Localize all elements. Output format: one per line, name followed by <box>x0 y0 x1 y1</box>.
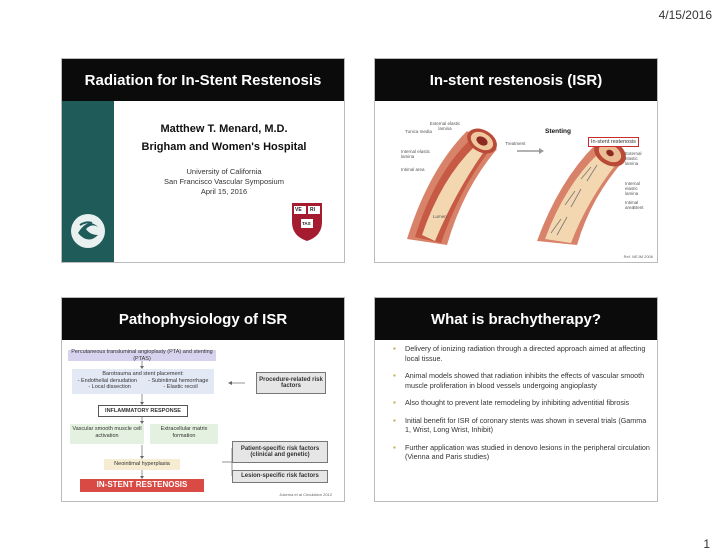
right-label-3: Stent <box>633 205 644 210</box>
lesion-factors-box <box>232 470 328 483</box>
bullet-item: ▪ Also thought to prevent late remodeling by inhibiting adventitial fibrosis <box>393 398 651 408</box>
neointimal-text: Neointimal hyperplasia <box>114 461 170 468</box>
slide-brachytherapy <box>374 297 658 502</box>
vsmc-box <box>70 424 144 444</box>
left-label-0: External elastic lamina <box>429 121 461 131</box>
shield-letters-tas: TAS <box>302 221 311 226</box>
treatment-label: Treatment <box>505 141 526 146</box>
slide-isr <box>374 58 658 263</box>
shield-letters-ve: VE <box>295 207 302 213</box>
bullet-item: ▪ Animal models showed that radiation inhibits the effects of vascular smooth muscle proliferation in blood vessels undergoing angioplasty <box>393 371 651 390</box>
left-label-1: Tunica media <box>405 129 432 134</box>
institution-name: Brigham and Women's Hospital <box>141 141 307 153</box>
barotrauma-title: Barotrauma and stent placement: <box>102 371 184 377</box>
right-label-0: External elastic lamina <box>625 151 642 166</box>
isr-label-box <box>588 137 639 147</box>
event-line-2: San Francisco Vascular Symposium <box>164 177 284 186</box>
stenting-label: Stenting <box>545 128 571 135</box>
slide-pathophysiology <box>61 297 345 502</box>
event-line-3: April 15, 2016 <box>200 187 248 196</box>
procedure-factors-box <box>256 372 326 394</box>
slide-title-bar <box>62 59 344 101</box>
inflammatory-text: INFLAMMATORY RESPONSE <box>105 407 181 414</box>
slide-heading: In-stent restenosis (ISR) <box>429 71 603 89</box>
barotrauma-item-3: - Elastic recoil <box>163 384 198 390</box>
slide-heading: What is brachytherapy? <box>430 310 602 328</box>
ecm-text: Extracellular matrix formation <box>160 426 208 439</box>
left-label-3: Intimal area <box>401 167 425 172</box>
slide-title-bar <box>375 298 657 340</box>
slide-heading: Pathophysiology of ISR <box>118 310 288 328</box>
bullet-item: ▪ Initial benefit for ISR of coronary stents was shown in several trials (Gamma 1, Wrist, Long Wrist, Inhibit) <box>393 416 651 435</box>
lesion-factors-text: Lesion-specific risk factors <box>241 473 319 480</box>
page-number: 1 <box>703 537 710 551</box>
procedure-factors-text: Procedure-related risk factors <box>259 376 323 389</box>
print-date: 4/15/2016 <box>658 8 712 22</box>
slide-title-bar <box>375 59 657 101</box>
isr-label: In-stent restenosis <box>591 139 636 145</box>
vsmc-text: Vascular smooth muscle cell activation <box>72 426 142 439</box>
isr-outcome-box <box>80 479 204 492</box>
patient-factors-text: Patient-specific risk factors (clinical and genetic) <box>240 445 320 458</box>
procedure-box <box>68 350 216 361</box>
author-name: Matthew T. Menard, M.D. <box>160 123 288 135</box>
harvard-shield-icon <box>291 202 323 242</box>
shield-letters-ri: RI <box>310 207 315 213</box>
barotrauma-item-2: - Local dissection <box>88 384 131 390</box>
procedure-text: Percutaneous transluminal angioplasty (PTA) and stenting (PTAS) <box>71 349 213 362</box>
bullet-list <box>393 344 651 470</box>
patient-factors-box <box>232 441 328 463</box>
event-line-1: University of California <box>186 167 262 176</box>
neointimal-box <box>104 459 180 470</box>
left-label-2: Internal elastic lamina <box>401 149 431 159</box>
flowchart-credit: Jukema et al Circulation 2012 <box>279 492 332 497</box>
image-credit: Ref. NEJM 2006 <box>623 254 653 259</box>
inflammatory-box <box>98 405 188 417</box>
slide-heading: Radiation for In-Stent Restenosis <box>84 71 322 89</box>
right-label-1: Internal elastic lamina <box>625 181 641 196</box>
barotrauma-box <box>72 369 214 394</box>
slide-title <box>61 58 345 263</box>
barotrauma-item-1: - Subintimal hemorrhage <box>148 377 209 384</box>
logo-icon <box>68 211 108 251</box>
barotrauma-item-0: - Endothelial denudation <box>77 377 137 384</box>
right-label-2: Intimal area <box>625 200 639 210</box>
isr-outcome-text: IN-STENT RESTENOSIS <box>96 480 188 490</box>
bullet-item: ▪ Delivery of ionizing radiation through a directed approach aimed at affecting local tissue. <box>393 344 651 363</box>
left-label-4: Lumen <box>433 214 447 219</box>
bullet-item: ▪ Further application was studied in denovo lesions in the peripheral circulation (Vienna and Paris studies) <box>393 443 651 462</box>
ecm-box <box>150 424 218 444</box>
